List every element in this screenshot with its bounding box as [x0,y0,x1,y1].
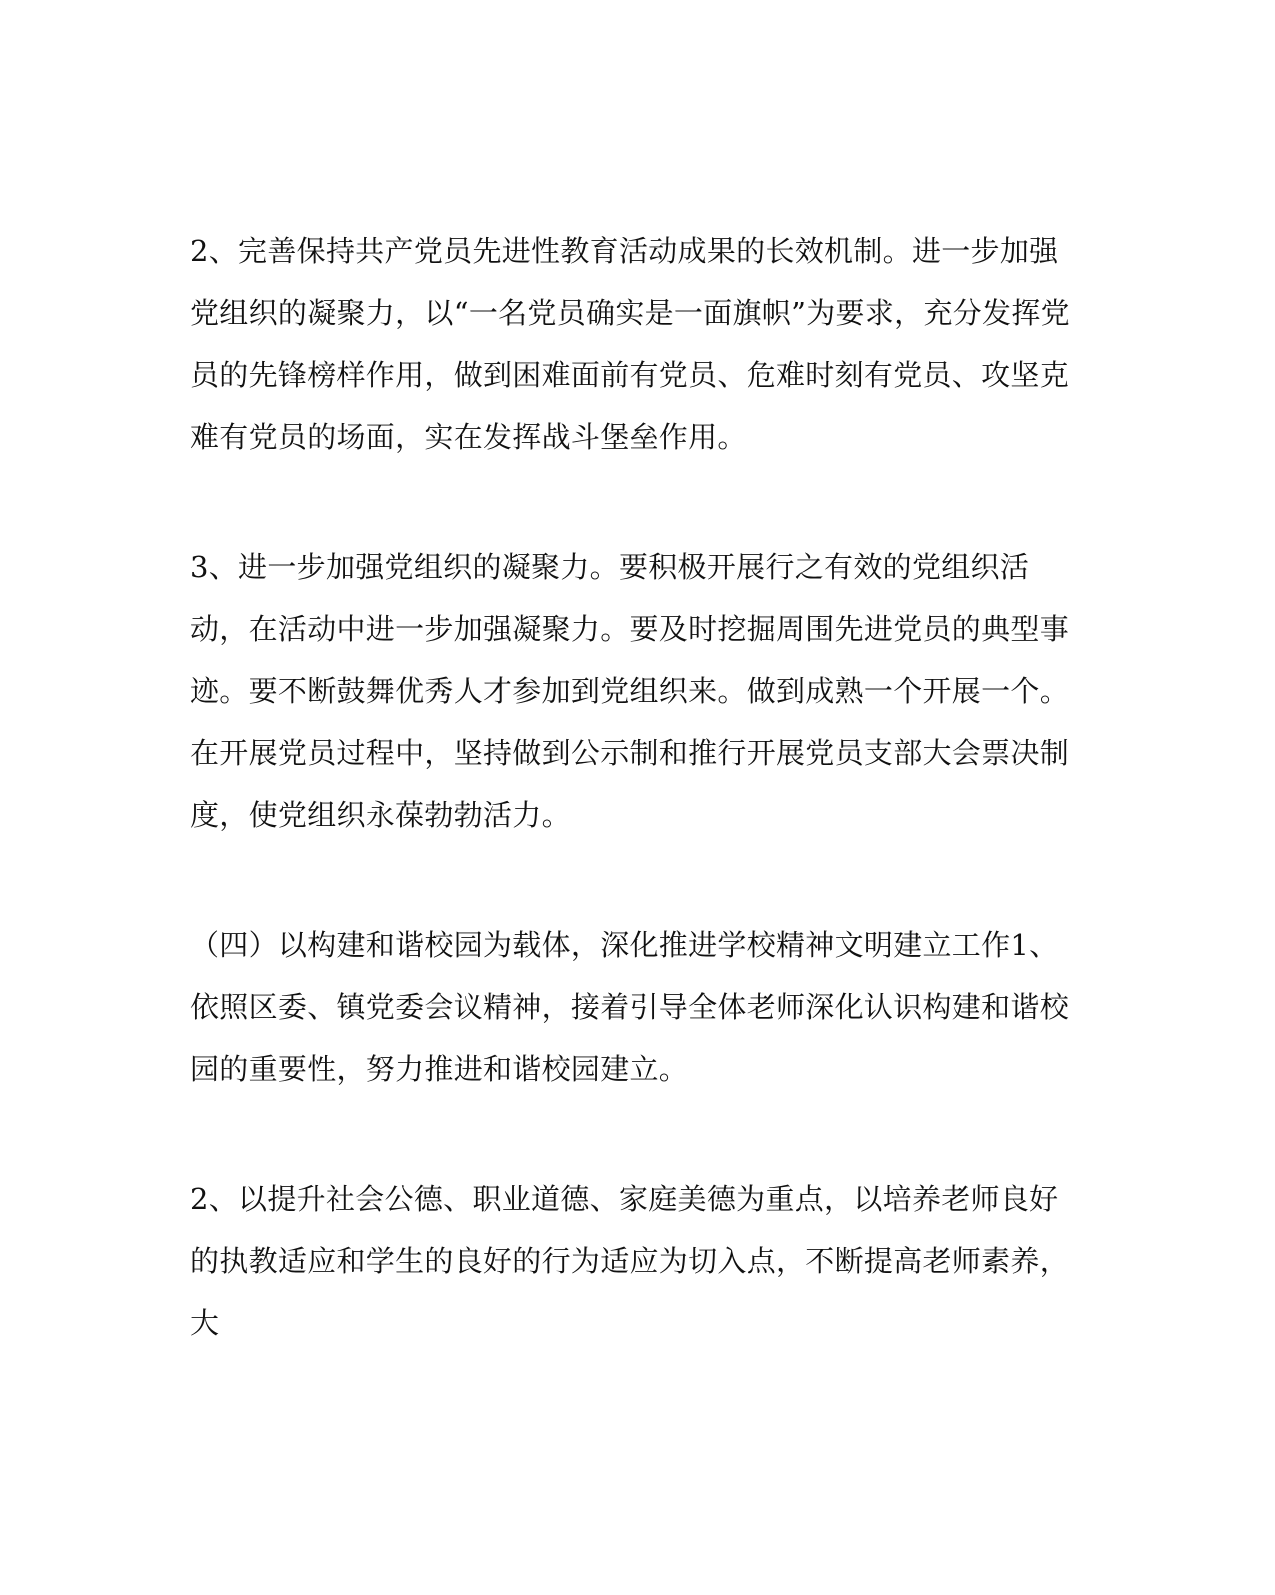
paragraph-1: 2、完善保持共产党员先进性教育活动成果的长效机制。进一步加强党组织的凝聚力，以“一名党员确实是一面旗帜”为要求，充分发挥党员的先锋榜样作用，做到困难面前有党员、危难时刻有党员、攻坚克难有党员的场面，实在发挥战斗堡垒作用。 [190,234,1070,454]
document-body [190,220,1080,1422]
paragraph-2: 3、进一步加强党组织的凝聚力。要积极开展行之有效的党组织活动，在活动中进一步加强凝聚力。要及时挖掘周围先进党员的典型事迹。要不断鼓舞优秀人才参加到党组织来。做到成熟一个开展一个。在开展党员过程中，坚持做到公示制和推行开展党员支部大会票决制度，使党组织永葆勃勃活力。 [190,550,1070,832]
paragraph-3: （四）以构建和谐校园为载体，深化推进学校精神文明建立工作1、依照区委、镇党委会议精神，接着引导全体老师深化认识构建和谐校园的重要性，努力推进和谐校园建立。 [190,928,1070,1086]
paragraph-4: 2、以提升社会公德、职业道德、家庭美德为重点，以培养老师良好的执教适应和学生的良好的行为适应为切入点，不断提高老师素养，大 [190,1182,1070,1340]
